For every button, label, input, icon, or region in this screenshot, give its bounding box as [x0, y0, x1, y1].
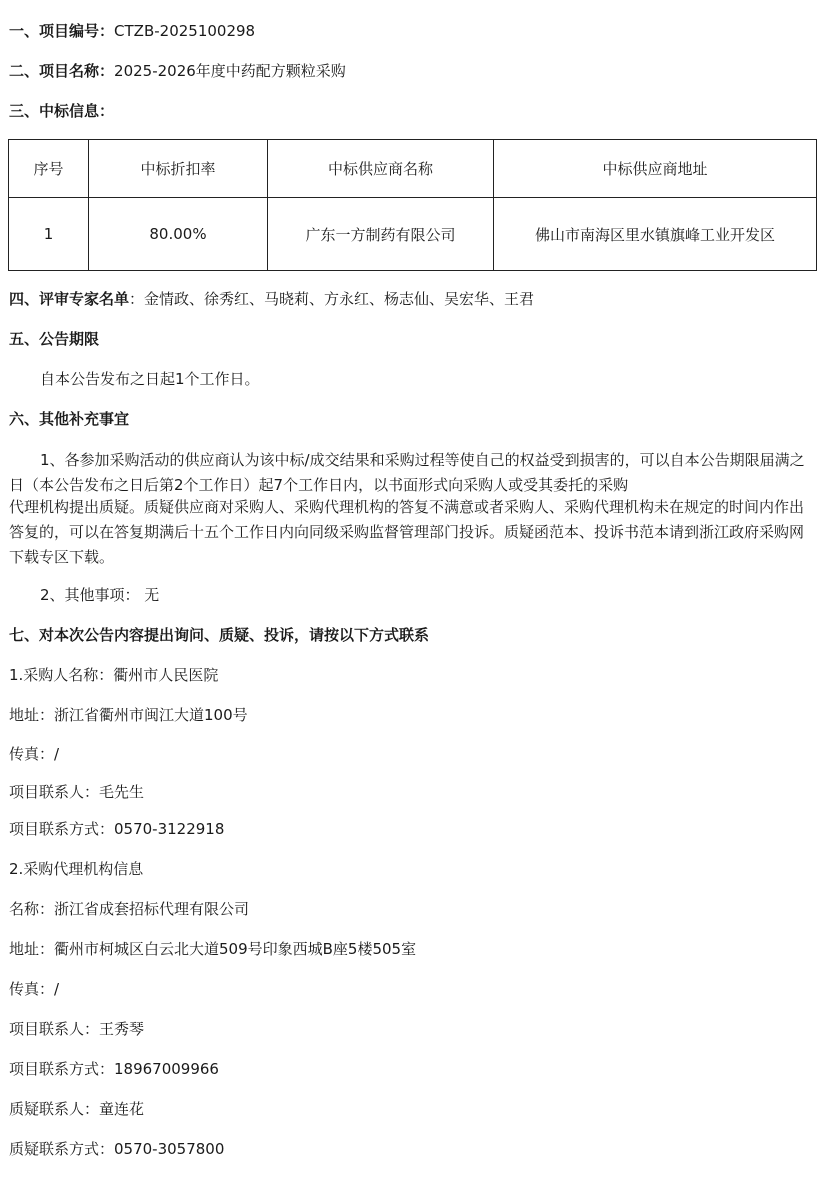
challenge-contact: 质疑联系人：童连花 — [9, 1100, 145, 1118]
agency-contact: 项目联系人：王秀琴 — [9, 1020, 145, 1038]
project-name-sep: ： — [99, 62, 115, 80]
header-supplier-name: 中标供应商名称 — [268, 140, 494, 198]
project-number-label: 一、项目编号 — [9, 22, 100, 40]
cell-supplier-name: 广东一方制药有限公司 — [268, 198, 494, 271]
purchaser-fax: 传真：/ — [9, 745, 60, 763]
purchaser-phone: 项目联系方式：0570-3122918 — [9, 820, 225, 838]
cell-discount-rate: 80.00% — [89, 198, 268, 271]
supplementary-heading: 六、其他补充事宜 — [9, 410, 130, 428]
other-matters-line: 2、其他事项： 无 — [40, 586, 160, 604]
purchaser-name: 1.采购人名称：衢州市人民医院 — [9, 666, 219, 684]
supplementary-paragraph-1-cont: 代理机构提出质疑。质疑供应商对采购人、采购代理机构的答复不满意或者采购人、采购代理机构未在规定的时间内作出答复的，可以在答复期满后十五个工作日内向同级采购监督管理部门投诉。质疑函范本、投诉书范本请到浙江政府采购网下载专区下载。 — [9, 498, 805, 566]
project-name-line — [9, 60, 346, 82]
project-number-value: CTZB-2025100298 — [114, 22, 256, 40]
project-number-sep: ： — [99, 22, 115, 40]
notice-period-text: 自本公告发布之日起1个工作日。 — [40, 370, 260, 388]
header-discount-rate: 中标折扣率 — [89, 140, 268, 198]
award-table — [8, 139, 817, 271]
project-number-line — [9, 20, 255, 42]
experts-label: 四、评审专家名单 — [9, 290, 130, 308]
header-supplier-address: 中标供应商地址 — [494, 140, 817, 198]
project-name-label: 二、项目名称 — [9, 62, 100, 80]
contact-heading: 七、对本次公告内容提出询问、质疑、投诉，请按以下方式联系 — [9, 626, 430, 644]
experts-line — [9, 288, 534, 310]
cell-serial: 1 — [9, 198, 89, 271]
agency-name: 名称：浙江省成套招标代理有限公司 — [9, 900, 250, 918]
supplementary-paragraph-1: 1、各参加采购活动的供应商认为该中标/成交结果和采购过程等使自己的权益受到损害的，可以自本公告期限届满之日（本公告发布之日后第2个工作日）起7个工作日内，以书面形式向采购人或受其委托的采购 — [9, 451, 805, 494]
agency-address: 地址：衢州市柯城区白云北大道509号印象西城B座5楼505室 — [9, 940, 417, 958]
experts-value: 金情政、徐秀红、马晓莉、方永红、杨志仙、吴宏华、王君 — [144, 290, 535, 308]
table-header-row — [9, 140, 817, 198]
award-info-sep: ： — [99, 102, 115, 120]
header-serial: 序号 — [9, 140, 89, 198]
award-info-label: 三、中标信息 — [9, 102, 100, 120]
award-info-heading — [9, 100, 114, 122]
challenge-phone: 质疑联系方式：0570-3057800 — [9, 1140, 225, 1158]
experts-sep: ： — [129, 290, 145, 308]
notice-period-heading: 五、公告期限 — [9, 330, 100, 348]
agency-heading: 2.采购代理机构信息 — [9, 860, 144, 878]
purchaser-address: 地址：浙江省衢州市闽江大道100号 — [9, 706, 248, 724]
cell-supplier-address: 佛山市南海区里水镇旗峰工业开发区 — [494, 198, 817, 271]
agency-fax: 传真：/ — [9, 980, 60, 998]
project-name-value: 2025-2026年度中药配方颗粒采购 — [114, 62, 346, 80]
purchaser-contact: 项目联系人：毛先生 — [9, 783, 145, 801]
table-row — [9, 198, 817, 271]
agency-phone: 项目联系方式：18967009966 — [9, 1060, 219, 1078]
